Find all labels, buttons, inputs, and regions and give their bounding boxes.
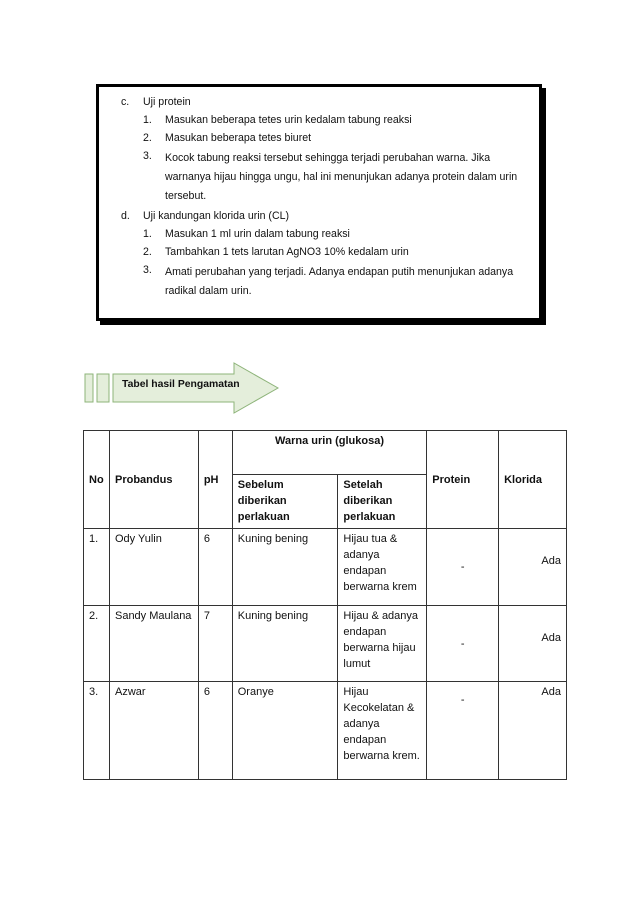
table-row: [84, 682, 567, 780]
cell-ph: 7: [198, 606, 232, 682]
cell-setelah: Hijau Kecokelatan & adanya endapan berwarna krem.: [338, 682, 427, 780]
cell-klorida: Ada: [499, 529, 567, 606]
header-no: No: [84, 431, 110, 529]
table-title-arrow: [84, 362, 280, 414]
header-probandus: Probandus: [109, 431, 198, 529]
step-item: 3. Amati perubahan yang terjadi. Adanya endapan putih menunjukan adanya radikal dalam urin.: [143, 264, 514, 297]
section-c: [121, 95, 529, 206]
table-row: [84, 529, 567, 606]
step-item: 1. Masukan beberapa tetes urin kedalam tabung reaksi: [143, 114, 412, 126]
arrow-stripe: [97, 374, 109, 402]
header-ph: pH: [198, 431, 232, 529]
cell-klorida: Ada: [499, 606, 567, 682]
table-row: [84, 606, 567, 682]
header-klorida: Klorida: [499, 431, 567, 529]
cell-klorida: Ada: [499, 682, 567, 780]
cell-sebelum: Oranye: [232, 682, 338, 780]
results-table: [83, 430, 567, 780]
section-d-title: Uji kandungan klorida urin (CL): [143, 210, 290, 222]
section-c-letter: c.: [121, 96, 130, 108]
cell-protein: -: [427, 529, 499, 606]
cell-protein: -: [427, 606, 499, 682]
cell-probandus: Azwar: [109, 682, 198, 780]
cell-no: 3.: [84, 682, 110, 780]
section-d-letter: d.: [121, 210, 130, 222]
cell-sebelum: Kuning bening: [232, 529, 338, 606]
cell-protein: -: [427, 682, 499, 780]
cell-no: 1.: [84, 529, 110, 606]
section-d: [121, 209, 529, 301]
cell-probandus: Sandy Maulana: [109, 606, 198, 682]
cell-sebelum: Kuning bening: [232, 606, 338, 682]
cell-ph: 6: [198, 529, 232, 606]
cell-setelah: Hijau & adanya endapan berwarna hijau lumut: [338, 606, 427, 682]
cell-probandus: Ody Yulin: [109, 529, 198, 606]
header-setelah: Setelah diberikan perlakuan: [338, 475, 427, 529]
header-protein: Protein: [427, 431, 499, 529]
table-title: Tabel hasil Pengamatan: [122, 379, 240, 390]
step-item: 2. Masukan beberapa tetes biuret: [143, 132, 312, 144]
cell-no: 2.: [84, 606, 110, 682]
section-c-title: Uji protein: [143, 96, 191, 108]
procedure-box: [96, 84, 542, 321]
cell-ph: 6: [198, 682, 232, 780]
arrow-stripe: [85, 374, 93, 402]
header-warna-urin: Warna urin (glukosa): [232, 431, 427, 475]
step-item: 1. Masukan 1 ml urin dalam tabung reaksi: [143, 228, 350, 240]
cell-setelah: Hijau tua & adanya endapan berwarna krem: [338, 529, 427, 606]
step-item: 3. Kocok tabung reaksi tersebut sehingga terjadi perubahan warna. Jika warnanya hijau hingga ungu, hal ini menunjukan adanya protein dalam urin tersebut.: [143, 150, 518, 202]
header-sebelum: Sebelum diberikan perlakuan: [232, 475, 338, 529]
step-item: 2. Tambahkan 1 tets larutan AgNO3 10% kedalam urin: [143, 246, 409, 258]
